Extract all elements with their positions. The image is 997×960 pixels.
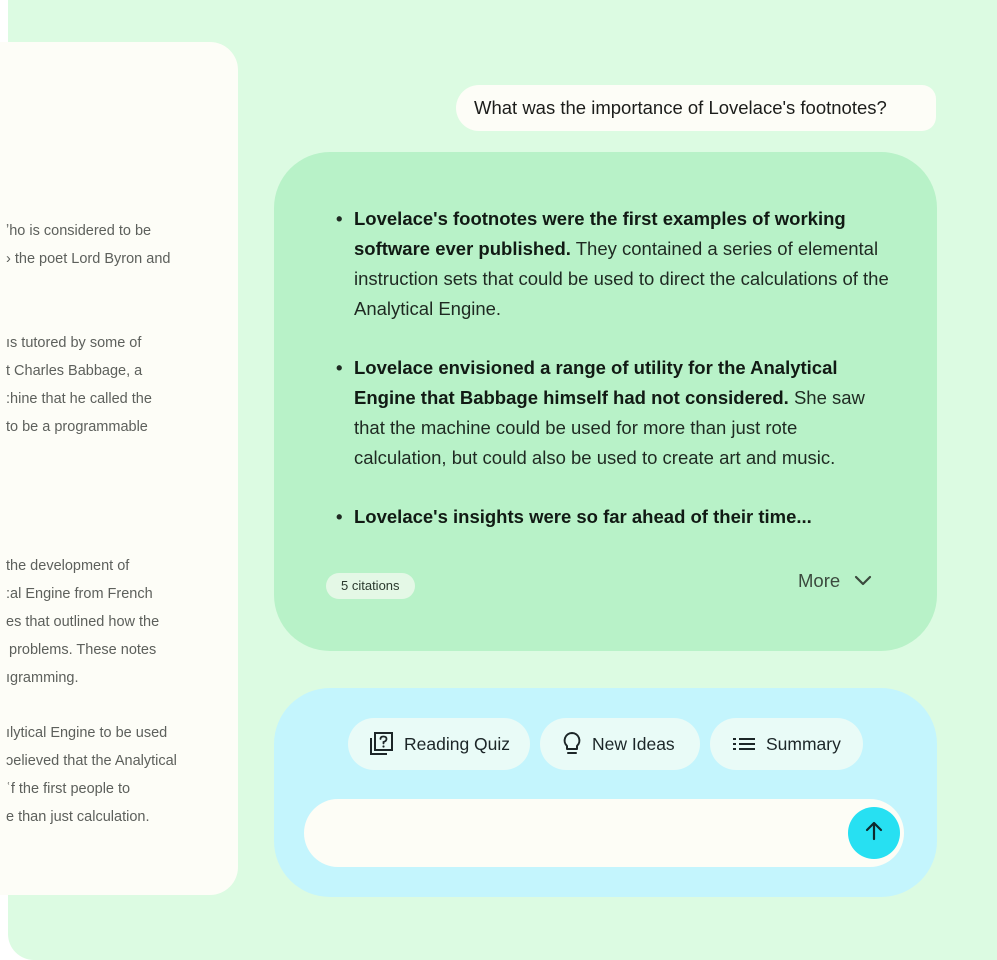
document-line: :al Engine from French: [6, 586, 153, 602]
answer-card: [274, 152, 937, 651]
bullet-bold-text: Lovelace's footnotes were the first examples of working software ever published.: [354, 208, 846, 259]
document-line: ʿf the first people to: [6, 781, 131, 797]
document-line: the development of: [6, 558, 130, 574]
chat-input[interactable]: [304, 799, 904, 867]
more-label: More: [798, 570, 841, 591]
bullet-bold-text: Lovelace envisioned a range of utility for the Analytical Engine that Babbage himself had not considered.: [354, 357, 838, 408]
document-line: ılytical Engine to be used: [6, 725, 168, 741]
citations-chip[interactable]: 5 citations: [326, 573, 415, 599]
document-line: t Charles Babbage, a: [6, 363, 143, 379]
list-icon: [732, 735, 756, 753]
document-line: ʼho is considered to be: [6, 223, 152, 239]
document-line: ıs tutored by some of: [6, 335, 142, 351]
document-paragraph: [0, 329, 238, 441]
answer-bullet: [336, 502, 894, 532]
document-panel[interactable]: [0, 42, 238, 895]
answer-bullet: [336, 204, 894, 324]
new-ideas-chip[interactable]: [540, 718, 700, 770]
send-button[interactable]: [848, 807, 900, 859]
document-line: to be a programmable: [6, 419, 148, 435]
chevron-down-icon: [854, 575, 872, 587]
arrow-up-icon: [862, 819, 886, 848]
reading-quiz-chip[interactable]: [348, 718, 530, 770]
document-line: problems. These notes: [9, 642, 157, 658]
more-button[interactable]: [798, 566, 872, 596]
document-paragraph: [0, 217, 238, 273]
document-line: ɔelieved that the Analytical: [6, 753, 177, 769]
bullet-text: She saw that the machine could be used for more than just rote calculation, but could also be used to create art and music.: [354, 387, 865, 468]
summary-chip[interactable]: [710, 718, 863, 770]
document-line: ıgramming.: [6, 670, 79, 686]
bullet-dot: •: [336, 208, 343, 229]
document-line: :hine that he called the: [6, 391, 152, 407]
bullet-dot: •: [336, 357, 343, 378]
bullet-dot: •: [336, 506, 343, 527]
lightbulb-icon: [562, 731, 582, 757]
quiz-icon: [368, 731, 394, 757]
user-question-bubble: What was the importance of Lovelace's footnotes?: [456, 85, 936, 131]
document-paragraph: [0, 552, 238, 692]
new-ideas-label: New Ideas: [592, 733, 675, 754]
input-card: [274, 688, 937, 897]
bullet-text: They contained a series of elemental instruction sets that could be used to direct the calculations of the Analytical Engine.: [354, 238, 889, 319]
summary-label: Summary: [766, 733, 841, 754]
document-line: es that outlined how the: [6, 614, 160, 630]
answer-bullet: [336, 353, 894, 473]
document-line: › the poet Lord Byron and: [6, 251, 171, 267]
bullet-bold-text: Lovelace's insights were so far ahead of their time...: [354, 506, 812, 527]
reading-quiz-label: Reading Quiz: [404, 733, 511, 754]
document-paragraph: [0, 719, 238, 831]
document-line: e than just calculation.: [6, 809, 150, 825]
